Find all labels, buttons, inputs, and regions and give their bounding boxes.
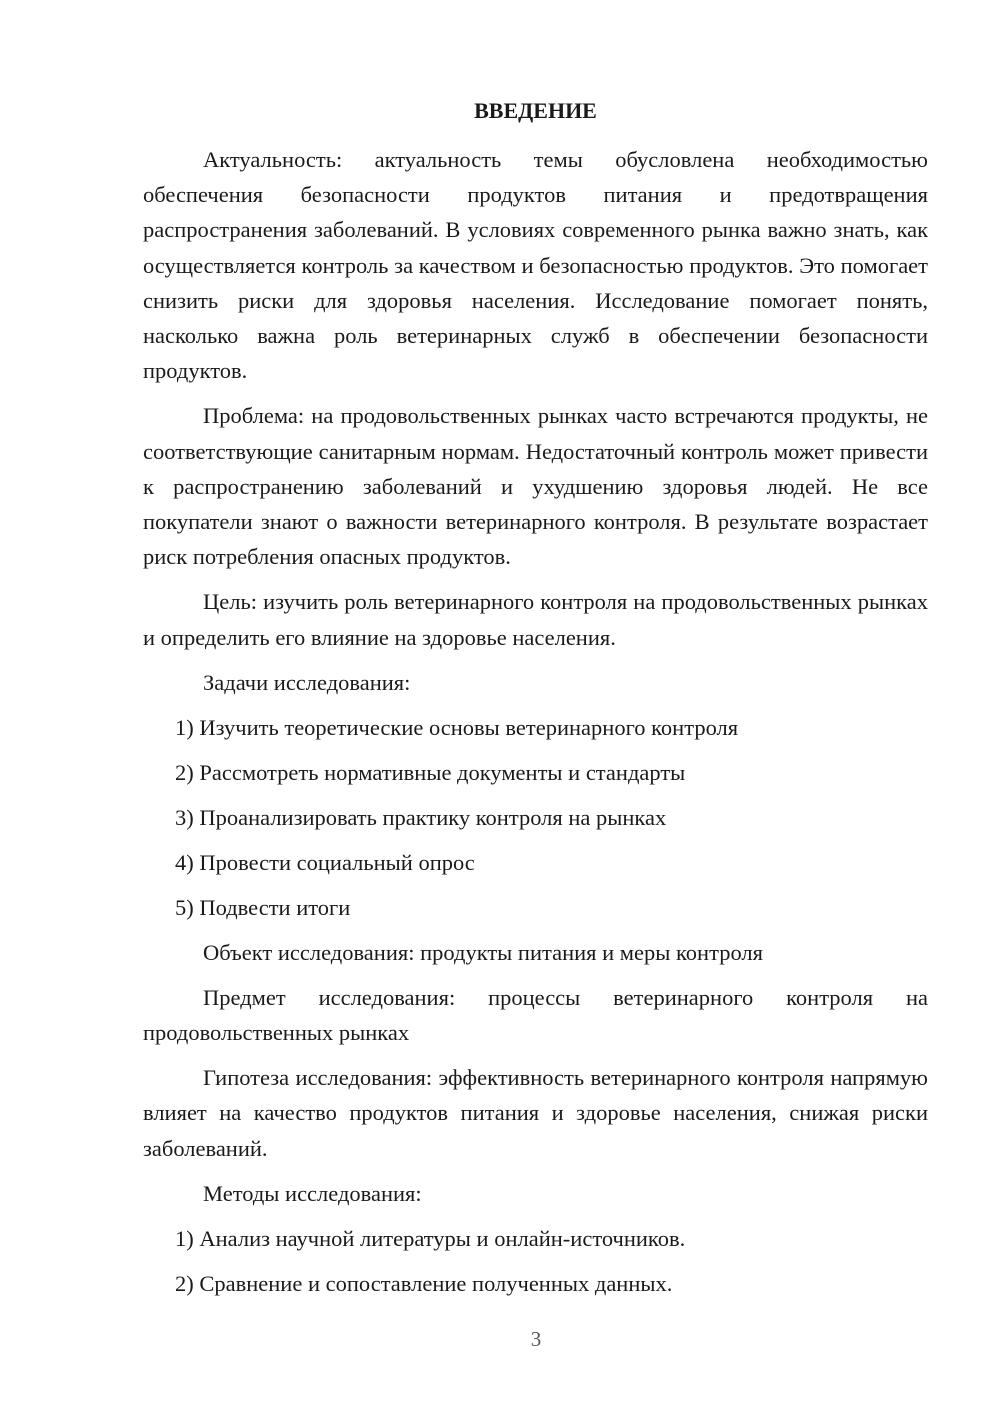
task-item-5: 5) Подвести итоги — [175, 894, 351, 920]
methods-heading: Методы исследования: — [203, 1180, 422, 1206]
task-item-4: 4) Провести социальный опрос — [175, 849, 475, 875]
task-item-3: 3) Проанализировать практику контроля на рынках — [175, 804, 667, 830]
method-item-2: 2) Сравнение и сопоставление полученных данных. — [175, 1270, 673, 1296]
relevance-paragraph: Актуальность: актуальность темы обусловлена необходимостью обеспечения безопасности продуктов питания и предотвращения распространения заболеваний. В условиях современного рынка важно знать, как осуществляется контроль за качеством и безопасностью продуктов. Это помогает снизить риски для здоровья населения. Исследование помогает понять, насколько важна роль ветеринарных служб в обеспечении безопасности продуктов. — [143, 147, 928, 384]
object-line: Объект исследования: продукты питания и меры контроля — [203, 939, 763, 965]
task-item-1: 1) Изучить теоретические основы ветеринарного контроля — [175, 714, 739, 740]
problem-paragraph: Проблема: на продовольственных рынках часто встречаются продукты, не соответствующие санитарным нормам. Недостаточный контроль может привести к распространению заболеваний и ухудшению здоровья людей. Не все покупатели знают о важности ветеринарного контроля. В результате возрастает риск потребления опасных продуктов. — [143, 403, 928, 570]
task-item-2: 2) Рассмотреть нормативные документы и стандарты — [175, 759, 686, 785]
method-item-1: 1) Анализ научной литературы и онлайн-источников. — [175, 1225, 686, 1251]
subject-paragraph: Предмет исследования: процессы ветеринарного контроля на продовольственных рынках — [143, 984, 928, 1046]
section-title: ВВЕДЕНИЕ — [474, 98, 597, 123]
hypothesis-paragraph: Гипотеза исследования: эффективность ветеринарного контроля напрямую влияет на качество продуктов питания и здоровье населения, снижая риски заболеваний. — [143, 1065, 928, 1161]
tasks-heading: Задачи исследования: — [203, 669, 411, 695]
page-number: 3 — [530, 1327, 542, 1351]
goal-paragraph: Цель: изучить роль ветеринарного контроля на продовольственных рынках и определить его влияние на здоровье населения. — [143, 589, 928, 650]
text-area — [143, 92, 928, 1311]
